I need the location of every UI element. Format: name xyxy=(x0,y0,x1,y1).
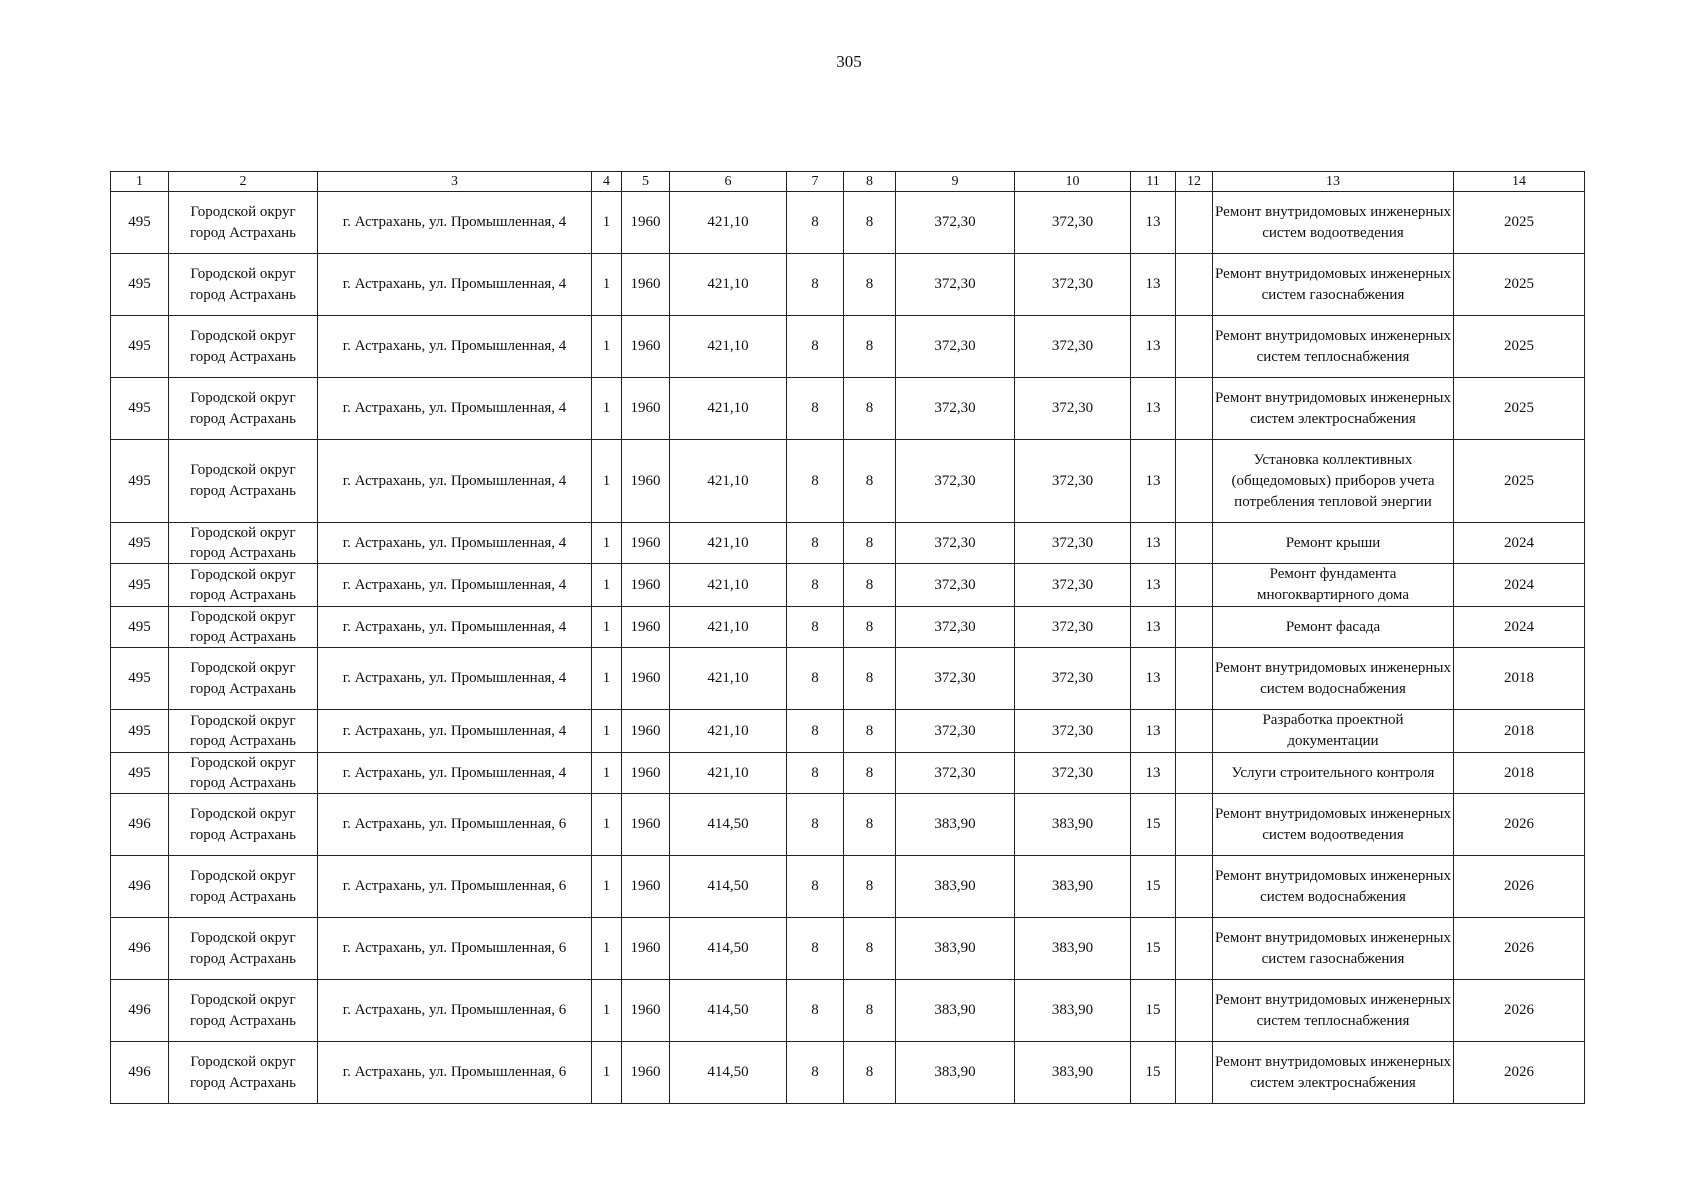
table-row xyxy=(111,316,1585,378)
address: г. Астрахань, ул. Промышленная, 6 xyxy=(318,980,592,1042)
col-12 xyxy=(1176,607,1213,648)
col-8: 8 xyxy=(844,440,896,523)
col-7: 8 xyxy=(787,440,844,523)
col-4: 1 xyxy=(592,316,622,378)
col-7: 8 xyxy=(787,794,844,856)
work-type: Услуги строительного контроля xyxy=(1213,753,1454,794)
table-row xyxy=(111,753,1585,794)
col-11: 13 xyxy=(1131,648,1176,710)
col-10: 372,30 xyxy=(1015,378,1131,440)
col-9: 383,90 xyxy=(896,918,1015,980)
col-12 xyxy=(1176,440,1213,523)
municipality: Городской округ город Астрахань xyxy=(169,753,318,794)
address: г. Астрахань, ул. Промышленная, 6 xyxy=(318,918,592,980)
planned-year: 2026 xyxy=(1454,918,1585,980)
col-12 xyxy=(1176,856,1213,918)
col-11: 13 xyxy=(1131,607,1176,648)
address: г. Астрахань, ул. Промышленная, 4 xyxy=(318,753,592,794)
col-8: 8 xyxy=(844,648,896,710)
col-4: 1 xyxy=(592,440,622,523)
col-12 xyxy=(1176,648,1213,710)
planned-year: 2025 xyxy=(1454,378,1585,440)
col-7: 8 xyxy=(787,648,844,710)
col-11: 15 xyxy=(1131,918,1176,980)
col-12 xyxy=(1176,378,1213,440)
column-header-6: 6 xyxy=(670,172,787,192)
col-4: 1 xyxy=(592,1042,622,1104)
col-11: 15 xyxy=(1131,1042,1176,1104)
year-built: 1960 xyxy=(622,564,670,607)
col-12 xyxy=(1176,1042,1213,1104)
column-header-13: 13 xyxy=(1213,172,1454,192)
municipality: Городской округ город Астрахань xyxy=(169,192,318,254)
planned-year: 2024 xyxy=(1454,607,1585,648)
column-header-2: 2 xyxy=(169,172,318,192)
municipality: Городской округ город Астрахань xyxy=(169,918,318,980)
col-10: 383,90 xyxy=(1015,794,1131,856)
row-number: 496 xyxy=(111,918,169,980)
planned-year: 2024 xyxy=(1454,523,1585,564)
planned-year: 2018 xyxy=(1454,710,1585,753)
total-area: 421,10 xyxy=(670,753,787,794)
address: г. Астрахань, ул. Промышленная, 4 xyxy=(318,254,592,316)
year-built: 1960 xyxy=(622,856,670,918)
column-header-4: 4 xyxy=(592,172,622,192)
table-row xyxy=(111,254,1585,316)
col-4: 1 xyxy=(592,794,622,856)
municipality: Городской округ город Астрахань xyxy=(169,378,318,440)
col-9: 372,30 xyxy=(896,523,1015,564)
total-area: 421,10 xyxy=(670,523,787,564)
year-built: 1960 xyxy=(622,753,670,794)
address: г. Астрахань, ул. Промышленная, 4 xyxy=(318,523,592,564)
col-8: 8 xyxy=(844,564,896,607)
planned-year: 2025 xyxy=(1454,254,1585,316)
row-number: 495 xyxy=(111,378,169,440)
col-4: 1 xyxy=(592,710,622,753)
column-header-12: 12 xyxy=(1176,172,1213,192)
total-area: 421,10 xyxy=(670,378,787,440)
row-number: 495 xyxy=(111,440,169,523)
col-9: 372,30 xyxy=(896,192,1015,254)
header-row xyxy=(111,172,1585,192)
year-built: 1960 xyxy=(622,607,670,648)
year-built: 1960 xyxy=(622,316,670,378)
col-7: 8 xyxy=(787,564,844,607)
work-type: Ремонт внутридомовых инженерных систем теплоснабжения xyxy=(1213,980,1454,1042)
year-built: 1960 xyxy=(622,378,670,440)
year-built: 1960 xyxy=(622,918,670,980)
col-4: 1 xyxy=(592,523,622,564)
col-12 xyxy=(1176,710,1213,753)
col-10: 372,30 xyxy=(1015,607,1131,648)
col-4: 1 xyxy=(592,918,622,980)
column-header-3: 3 xyxy=(318,172,592,192)
row-number: 495 xyxy=(111,254,169,316)
col-12 xyxy=(1176,523,1213,564)
column-header-10: 10 xyxy=(1015,172,1131,192)
register-table xyxy=(110,171,1585,1104)
planned-year: 2025 xyxy=(1454,440,1585,523)
col-4: 1 xyxy=(592,378,622,440)
col-8: 8 xyxy=(844,523,896,564)
col-12 xyxy=(1176,794,1213,856)
work-type: Ремонт внутридомовых инженерных систем теплоснабжения xyxy=(1213,316,1454,378)
col-11: 13 xyxy=(1131,753,1176,794)
column-header-11: 11 xyxy=(1131,172,1176,192)
year-built: 1960 xyxy=(622,648,670,710)
table-row xyxy=(111,378,1585,440)
col-11: 13 xyxy=(1131,523,1176,564)
municipality: Городской округ город Астрахань xyxy=(169,316,318,378)
table-row xyxy=(111,856,1585,918)
col-8: 8 xyxy=(844,378,896,440)
col-10: 372,30 xyxy=(1015,710,1131,753)
total-area: 421,10 xyxy=(670,607,787,648)
year-built: 1960 xyxy=(622,254,670,316)
col-12 xyxy=(1176,564,1213,607)
col-9: 383,90 xyxy=(896,794,1015,856)
col-7: 8 xyxy=(787,192,844,254)
year-built: 1960 xyxy=(622,794,670,856)
column-header-14: 14 xyxy=(1454,172,1585,192)
col-8: 8 xyxy=(844,753,896,794)
col-7: 8 xyxy=(787,710,844,753)
col-8: 8 xyxy=(844,856,896,918)
col-11: 15 xyxy=(1131,794,1176,856)
work-type: Ремонт крыши xyxy=(1213,523,1454,564)
row-number: 495 xyxy=(111,607,169,648)
row-number: 495 xyxy=(111,523,169,564)
col-9: 383,90 xyxy=(896,980,1015,1042)
col-4: 1 xyxy=(592,856,622,918)
col-9: 372,30 xyxy=(896,564,1015,607)
planned-year: 2018 xyxy=(1454,753,1585,794)
work-type: Разработка проектной документации xyxy=(1213,710,1454,753)
col-8: 8 xyxy=(844,607,896,648)
total-area: 421,10 xyxy=(670,254,787,316)
col-4: 1 xyxy=(592,648,622,710)
row-number: 495 xyxy=(111,753,169,794)
col-12 xyxy=(1176,918,1213,980)
col-12 xyxy=(1176,254,1213,316)
table-row xyxy=(111,523,1585,564)
address: г. Астрахань, ул. Промышленная, 6 xyxy=(318,794,592,856)
col-12 xyxy=(1176,192,1213,254)
col-11: 15 xyxy=(1131,856,1176,918)
table-row xyxy=(111,1042,1585,1104)
col-10: 372,30 xyxy=(1015,523,1131,564)
row-number: 496 xyxy=(111,980,169,1042)
col-7: 8 xyxy=(787,753,844,794)
work-type: Ремонт внутридомовых инженерных систем водоотведения xyxy=(1213,192,1454,254)
column-header-9: 9 xyxy=(896,172,1015,192)
row-number: 495 xyxy=(111,564,169,607)
col-7: 8 xyxy=(787,254,844,316)
col-10: 383,90 xyxy=(1015,980,1131,1042)
col-7: 8 xyxy=(787,316,844,378)
col-10: 372,30 xyxy=(1015,254,1131,316)
address: г. Астрахань, ул. Промышленная, 4 xyxy=(318,378,592,440)
col-10: 372,30 xyxy=(1015,192,1131,254)
column-header-8: 8 xyxy=(844,172,896,192)
table-row xyxy=(111,794,1585,856)
col-4: 1 xyxy=(592,753,622,794)
col-11: 15 xyxy=(1131,980,1176,1042)
municipality: Городской округ город Астрахань xyxy=(169,648,318,710)
work-type: Ремонт внутридомовых инженерных систем водоснабжения xyxy=(1213,856,1454,918)
table-row xyxy=(111,980,1585,1042)
work-type: Установка коллективных (общедомовых) приборов учета потребления тепловой энергии xyxy=(1213,440,1454,523)
col-7: 8 xyxy=(787,378,844,440)
address: г. Астрахань, ул. Промышленная, 4 xyxy=(318,316,592,378)
municipality: Городской округ город Астрахань xyxy=(169,794,318,856)
col-11: 13 xyxy=(1131,710,1176,753)
col-4: 1 xyxy=(592,564,622,607)
address: г. Астрахань, ул. Промышленная, 4 xyxy=(318,564,592,607)
row-number: 496 xyxy=(111,856,169,918)
col-8: 8 xyxy=(844,254,896,316)
total-area: 421,10 xyxy=(670,316,787,378)
col-9: 372,30 xyxy=(896,607,1015,648)
row-number: 496 xyxy=(111,1042,169,1104)
table-row xyxy=(111,648,1585,710)
municipality: Городской округ город Астрахань xyxy=(169,980,318,1042)
work-type: Ремонт фундамента многоквартирного дома xyxy=(1213,564,1454,607)
address: г. Астрахань, ул. Промышленная, 4 xyxy=(318,192,592,254)
table-row xyxy=(111,564,1585,607)
col-8: 8 xyxy=(844,794,896,856)
table-row xyxy=(111,918,1585,980)
municipality: Городской округ город Астрахань xyxy=(169,710,318,753)
col-7: 8 xyxy=(787,523,844,564)
col-10: 383,90 xyxy=(1015,856,1131,918)
total-area: 421,10 xyxy=(670,648,787,710)
column-header-7: 7 xyxy=(787,172,844,192)
col-12 xyxy=(1176,980,1213,1042)
col-10: 372,30 xyxy=(1015,648,1131,710)
total-area: 414,50 xyxy=(670,918,787,980)
total-area: 414,50 xyxy=(670,980,787,1042)
work-type: Ремонт внутридомовых инженерных систем водоотведения xyxy=(1213,794,1454,856)
address: г. Астрахань, ул. Промышленная, 6 xyxy=(318,856,592,918)
planned-year: 2025 xyxy=(1454,192,1585,254)
col-10: 372,30 xyxy=(1015,564,1131,607)
planned-year: 2026 xyxy=(1454,856,1585,918)
col-10: 372,30 xyxy=(1015,316,1131,378)
col-9: 372,30 xyxy=(896,753,1015,794)
year-built: 1960 xyxy=(622,1042,670,1104)
col-4: 1 xyxy=(592,980,622,1042)
table-row xyxy=(111,440,1585,523)
planned-year: 2025 xyxy=(1454,316,1585,378)
total-area: 421,10 xyxy=(670,710,787,753)
address: г. Астрахань, ул. Промышленная, 4 xyxy=(318,648,592,710)
address: г. Астрахань, ул. Промышленная, 6 xyxy=(318,1042,592,1104)
work-type: Ремонт внутридомовых инженерных систем водоснабжения xyxy=(1213,648,1454,710)
col-10: 383,90 xyxy=(1015,1042,1131,1104)
planned-year: 2026 xyxy=(1454,794,1585,856)
address: г. Астрахань, ул. Промышленная, 4 xyxy=(318,710,592,753)
row-number: 495 xyxy=(111,192,169,254)
column-header-5: 5 xyxy=(622,172,670,192)
year-built: 1960 xyxy=(622,192,670,254)
municipality: Городской округ город Астрахань xyxy=(169,856,318,918)
col-10: 383,90 xyxy=(1015,918,1131,980)
col-7: 8 xyxy=(787,918,844,980)
col-11: 13 xyxy=(1131,440,1176,523)
col-8: 8 xyxy=(844,316,896,378)
table-row xyxy=(111,192,1585,254)
col-8: 8 xyxy=(844,192,896,254)
total-area: 421,10 xyxy=(670,440,787,523)
col-11: 13 xyxy=(1131,378,1176,440)
planned-year: 2018 xyxy=(1454,648,1585,710)
municipality: Городской округ город Астрахань xyxy=(169,1042,318,1104)
address: г. Астрахань, ул. Промышленная, 4 xyxy=(318,607,592,648)
planned-year: 2026 xyxy=(1454,1042,1585,1104)
col-8: 8 xyxy=(844,1042,896,1104)
work-type: Ремонт внутридомовых инженерных систем газоснабжения xyxy=(1213,254,1454,316)
row-number: 495 xyxy=(111,316,169,378)
planned-year: 2026 xyxy=(1454,980,1585,1042)
table-row xyxy=(111,710,1585,753)
work-type: Ремонт фасада xyxy=(1213,607,1454,648)
total-area: 414,50 xyxy=(670,856,787,918)
municipality: Городской округ город Астрахань xyxy=(169,440,318,523)
total-area: 421,10 xyxy=(670,564,787,607)
col-11: 13 xyxy=(1131,254,1176,316)
col-12 xyxy=(1176,316,1213,378)
total-area: 414,50 xyxy=(670,1042,787,1104)
planned-year: 2024 xyxy=(1454,564,1585,607)
row-number: 495 xyxy=(111,648,169,710)
col-11: 13 xyxy=(1131,192,1176,254)
col-7: 8 xyxy=(787,856,844,918)
col-8: 8 xyxy=(844,918,896,980)
total-area: 414,50 xyxy=(670,794,787,856)
col-9: 383,90 xyxy=(896,856,1015,918)
work-type: Ремонт внутридомовых инженерных систем газоснабжения xyxy=(1213,918,1454,980)
col-9: 372,30 xyxy=(896,378,1015,440)
col-9: 383,90 xyxy=(896,1042,1015,1104)
year-built: 1960 xyxy=(622,980,670,1042)
address: г. Астрахань, ул. Промышленная, 4 xyxy=(318,440,592,523)
col-9: 372,30 xyxy=(896,440,1015,523)
row-number: 496 xyxy=(111,794,169,856)
col-9: 372,30 xyxy=(896,648,1015,710)
col-4: 1 xyxy=(592,607,622,648)
col-8: 8 xyxy=(844,710,896,753)
municipality: Городской округ город Астрахань xyxy=(169,523,318,564)
table-row xyxy=(111,607,1585,648)
col-9: 372,30 xyxy=(896,316,1015,378)
municipality: Городской округ город Астрахань xyxy=(169,564,318,607)
col-9: 372,30 xyxy=(896,254,1015,316)
col-7: 8 xyxy=(787,607,844,648)
total-area: 421,10 xyxy=(670,192,787,254)
col-9: 372,30 xyxy=(896,710,1015,753)
col-10: 372,30 xyxy=(1015,440,1131,523)
table-body xyxy=(111,192,1585,1104)
column-header-1: 1 xyxy=(111,172,169,192)
year-built: 1960 xyxy=(622,710,670,753)
col-7: 8 xyxy=(787,1042,844,1104)
col-4: 1 xyxy=(592,254,622,316)
work-type: Ремонт внутридомовых инженерных систем электроснабжения xyxy=(1213,1042,1454,1104)
col-10: 372,30 xyxy=(1015,753,1131,794)
col-11: 13 xyxy=(1131,564,1176,607)
work-type: Ремонт внутридомовых инженерных систем электроснабжения xyxy=(1213,378,1454,440)
col-12 xyxy=(1176,753,1213,794)
col-11: 13 xyxy=(1131,316,1176,378)
municipality: Городской округ город Астрахань xyxy=(169,607,318,648)
year-built: 1960 xyxy=(622,523,670,564)
col-7: 8 xyxy=(787,980,844,1042)
municipality: Городской округ город Астрахань xyxy=(169,254,318,316)
col-8: 8 xyxy=(844,980,896,1042)
page-number: 305 xyxy=(836,52,862,71)
year-built: 1960 xyxy=(622,440,670,523)
row-number: 495 xyxy=(111,710,169,753)
col-4: 1 xyxy=(592,192,622,254)
